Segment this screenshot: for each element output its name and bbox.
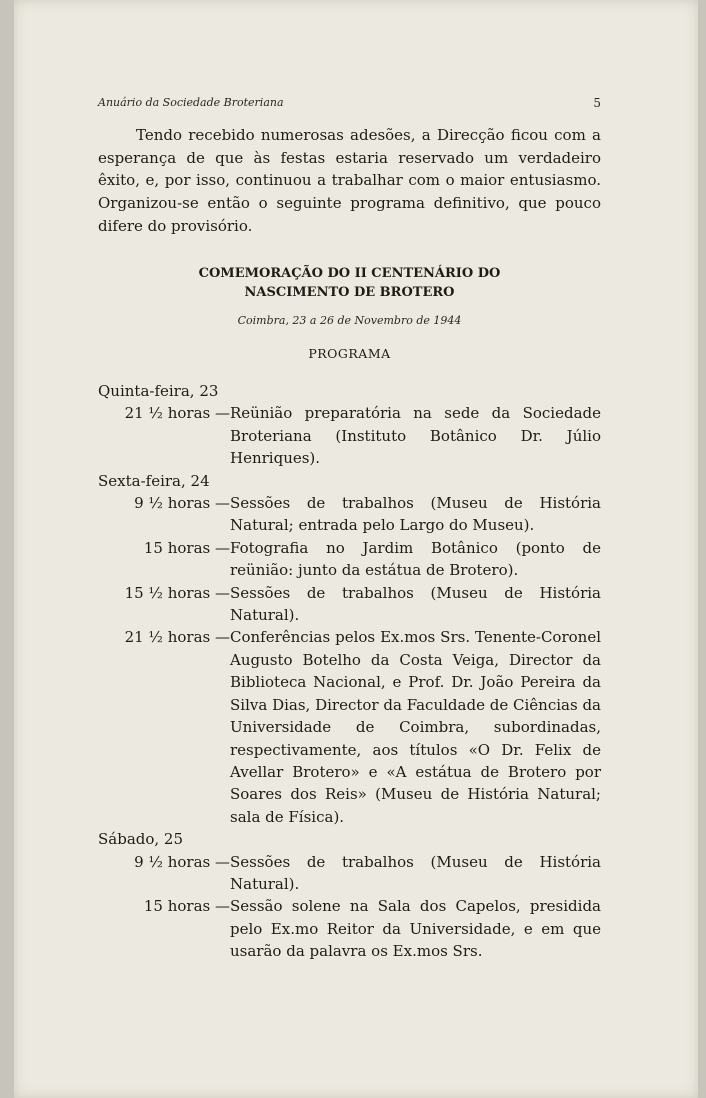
schedule-event: [98, 851, 601, 896]
event-time: 9 ½ horas —: [134, 852, 230, 871]
schedule-event: [98, 626, 601, 828]
page: [14, 0, 698, 1098]
event-description: Reünião preparatória na sede da Sociedade Broteriana (Instituto Botânico Dr. Júlio Henriques).: [230, 404, 601, 468]
schedule-event: [98, 582, 601, 627]
program-title: [98, 264, 601, 302]
program-title-line-2: NASCIMENTO DE BROTERO: [244, 285, 455, 300]
schedule-event: [98, 895, 601, 962]
event-time: 15 ½ horas —: [124, 583, 230, 602]
event-time: 15 horas —: [143, 538, 230, 557]
schedule: [98, 380, 601, 963]
program-subtitle: Coimbra, 23 a 26 de Novembro de 1944: [237, 314, 462, 327]
event-time: 21 ½ horas —: [124, 628, 230, 647]
intro-paragraph: Tendo recebido numerosas adesões, a Direcção ficou com a esperança de que às festas estaria reservado um verdadeiro êxito, e, por isso, continuou a trabalhar com o maior entusiasmo. Organizou-se então o seguinte programa definitivo, que pouco difere do provisório.: [98, 126, 601, 235]
event-description: Sessões de trabalhos (Museu de História Natural).: [230, 583, 601, 625]
schedule-event: [98, 492, 601, 537]
day-label: Sábado, 25: [98, 830, 184, 849]
running-header: [98, 96, 601, 109]
page-number: 5: [593, 96, 601, 110]
program-title-line-1: COMEMORAÇÃO DO II CENTENÁRIO DO: [198, 266, 501, 281]
event-description: Fotografia no Jardim Botânico (ponto de reünião: junto da estátua de Brotero).: [230, 538, 601, 580]
day-block: [98, 380, 601, 470]
event-description: Sessões de trabalhos (Museu de História Natural; entrada pelo Largo do Museu).: [230, 494, 601, 535]
event-description: Sessão solene na Sala dos Capelos, presidida pelo Ex.mo Reitor da Universidade, e em que usarão da palavra os Ex.mos Srs.: [230, 897, 601, 961]
intro-section: [98, 124, 601, 238]
schedule-event: [98, 537, 601, 582]
day-label: Quinta-feira, 23: [98, 382, 219, 400]
event-time: 15 horas —: [143, 897, 230, 916]
schedule-event: [98, 402, 601, 469]
event-description: Conferências pelos Ex.mos Srs. Tenente-Coronel Augusto Botelho da Costa Veiga, Director da Biblioteca Nacional, e Prof. Dr. João Pereira da Silva Dias, Director da Faculdade de Ciências da Universidade de Coimbra, subordinadas, respectivamente, aos títulos «O Dr. Felix de Avellar Brotero» e «A estátua de Brotero por Soares dos Reis» (Museu de História Natural; sala de Física).: [230, 628, 601, 826]
day-label: Sexta-feira, 24: [98, 471, 210, 490]
day-block: [98, 828, 601, 962]
day-block: [98, 470, 601, 829]
program-heading: PROGRAMA: [308, 346, 391, 361]
event-time: 21 ½ horas —: [124, 404, 230, 423]
event-time: 9 ½ horas —: [134, 494, 230, 513]
running-title: Anuário da Sociedade Broteriana: [98, 96, 284, 109]
event-description: Sessões de trabalhos (Museu de História Natural).: [230, 852, 601, 893]
